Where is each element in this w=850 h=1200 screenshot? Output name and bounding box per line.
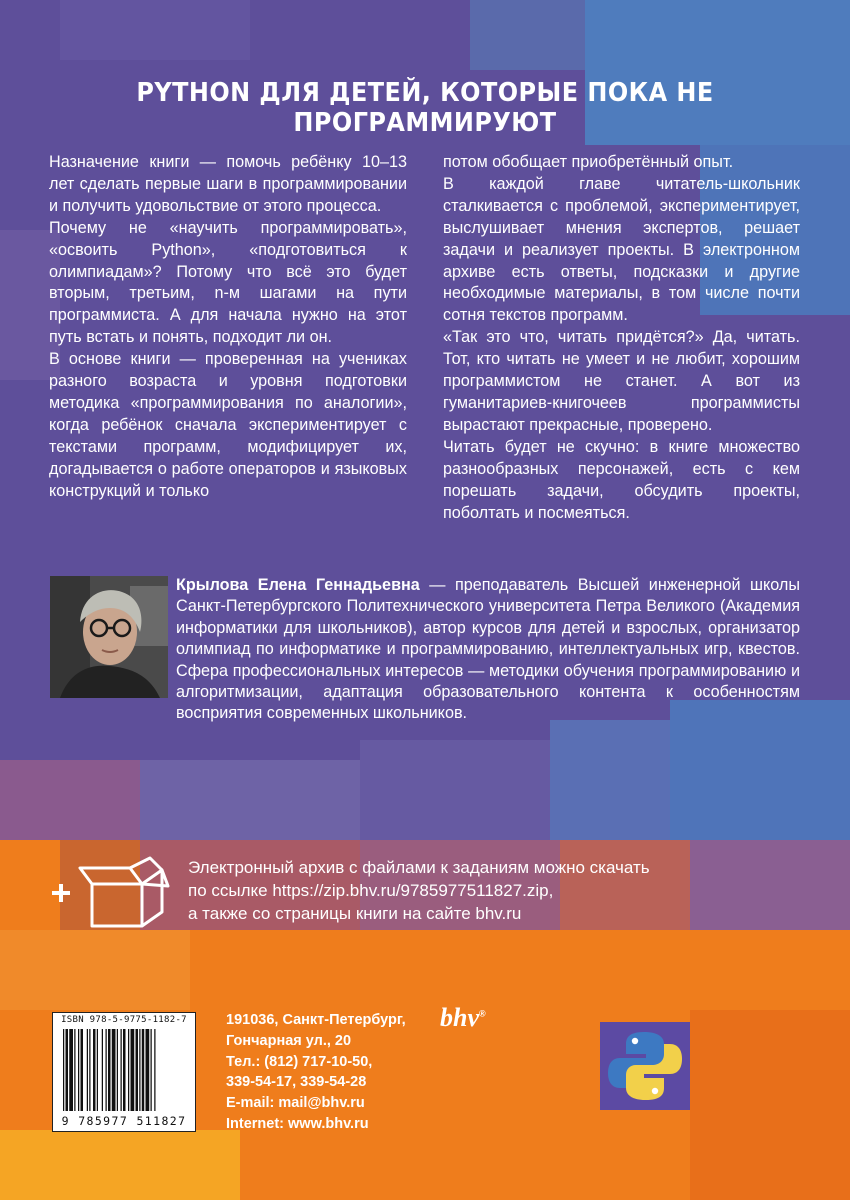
python-snake-icon	[600, 1022, 690, 1110]
barcode-digits: 9 785977 511827	[61, 1114, 187, 1128]
barcode-bar	[93, 1029, 96, 1111]
barcode-bar	[87, 1029, 88, 1111]
publisher-logo-text: bhv	[440, 1003, 479, 1032]
barcode-bar	[146, 1029, 150, 1111]
tile-decoration	[0, 760, 140, 840]
description-right-column	[443, 152, 800, 524]
isbn-number: ISBN 978-5-9775-1182-7	[61, 1015, 187, 1025]
tile-decoration	[690, 1010, 850, 1200]
description-paragraph: В основе книги — проверенная на учениках разного возраста и уровня подготовки методика «программирования по аналогии», когда ребёнок сначала экспериментирует с текстами программ, модифицирует их, догадывается о работе операторов и языковых конструкций и только	[49, 350, 407, 500]
archive-link-line[interactable]: по ссылке https://zip.bhv.ru/9785977511827.zip,	[188, 881, 554, 900]
description-paragraph: «Так это что, читать придётся?» Да, читать. Тот, кто читать не умеет и не любит, хорошим программистом не станет. А вот из гуманитариев-книгочеев программисты вырастают прекрасные, проверено.	[443, 328, 800, 434]
registered-mark: ®	[479, 1008, 486, 1019]
address-line: 191036, Санкт-Петербург,	[226, 1012, 406, 1028]
description-paragraph: Почему не «научить программировать», «освоить Python», «подготовиться к олимпиадам»? Потому что всё это будет вторым, третьим, n-м шагами на пути программиста. А для начала нужно на этот путь встать и понять, подходит ли он.	[49, 218, 407, 347]
address-line: Гончарная ул., 20	[226, 1032, 352, 1049]
archive-text-line: а также со страницы книги на сайте bhv.ru	[188, 904, 522, 923]
description-paragraph: В каждой главе читатель-школьник сталкивается с проблемой, экспериментирует, выслушивает мнения экспертов, решает задачи и реализует проекты. В электронном архиве есть ответы, подсказки и другие необходимые материалы, в том числе почти сотня текстов программ.	[443, 174, 800, 325]
barcode-bar	[117, 1029, 118, 1111]
tile-decoration	[60, 0, 250, 60]
tile-decoration	[360, 740, 550, 840]
barcode-bar	[81, 1029, 84, 1111]
barcode-bar	[121, 1029, 122, 1111]
tile-decoration	[0, 930, 190, 1010]
phone-line: Тел.: (812) 717-10-50,	[226, 1053, 373, 1070]
tile-decoration	[0, 1130, 240, 1200]
barcode-bar	[154, 1029, 155, 1111]
barcode-bar	[128, 1029, 129, 1111]
barcode-bar	[106, 1029, 107, 1111]
barcode-bar	[66, 1029, 69, 1111]
barcode-bar	[78, 1029, 79, 1111]
phone-line: 339-54-17, 339-54-28	[226, 1074, 367, 1091]
barcode-bar	[74, 1029, 75, 1111]
barcode-bar	[139, 1029, 140, 1111]
description-paragraph: Читать будет не скучно: в книге множество разнообразных персонажей, есть с кем порешать задачи, обсудить проекты, поболтать и посмеяться.	[443, 437, 800, 522]
description-left-column	[49, 152, 407, 503]
python-logo	[600, 1022, 690, 1110]
book-title: PYTHON ДЛЯ ДЕТЕЙ, КОТОРЫЕ ПОКА НЕ ПРОГРАММИРУЮТ	[136, 78, 714, 138]
isbn-barcode	[52, 1012, 196, 1132]
author-name: Крылова Елена Геннадьевна	[176, 576, 420, 594]
archive-info	[188, 856, 748, 925]
author-bio	[176, 575, 800, 725]
website-line[interactable]: Internet: www.bhv.ru	[226, 1115, 369, 1132]
barcode-bar	[123, 1029, 126, 1111]
barcode-bar	[102, 1029, 103, 1111]
publisher-logo	[440, 1003, 486, 1033]
tile-decoration	[550, 720, 670, 840]
barcode-bar	[63, 1029, 64, 1111]
author-description: — преподаватель Высшей инженерной школы Санкт-Петербургского Политехнического университета Петра Великого (Академия информатики для школьников), автор курсов для детей и взрослых, организатор олимпиад по информатике и программированию, интеллектуальных игр, квестов. Сфера профессиональных интересов — методики обучения программированию и алгоритмизации, адаптация образовательного контента к особенностям восприятия современных школьников.	[176, 576, 800, 723]
barcode-bar	[112, 1029, 116, 1111]
description-paragraph: потом обобщает приобретённый опыт.	[443, 153, 734, 171]
barcode-bar	[136, 1029, 139, 1111]
publisher-address	[226, 1010, 406, 1135]
barcode-bar	[69, 1029, 73, 1111]
tile-decoration	[140, 760, 360, 840]
barcode-bar	[89, 1029, 90, 1111]
author-portrait-image	[50, 576, 168, 698]
barcode-bar	[142, 1029, 145, 1111]
barcode-bar	[131, 1029, 135, 1111]
archive-text-line: Электронный архив с файлами к заданиям можно скачать	[188, 858, 650, 877]
archive-box-icon	[50, 856, 172, 928]
barcode-bar	[108, 1029, 111, 1111]
email-line[interactable]: E-mail: mail@bhv.ru	[226, 1095, 365, 1112]
barcode-bar	[151, 1029, 152, 1111]
author-photo	[50, 576, 168, 698]
description-paragraph: Назначение книги — помочь ребёнку 10–13 лет сделать первые шаги в программировании и получить удовольствие от этого процесса.	[49, 153, 407, 215]
barcode-bar	[97, 1029, 98, 1111]
